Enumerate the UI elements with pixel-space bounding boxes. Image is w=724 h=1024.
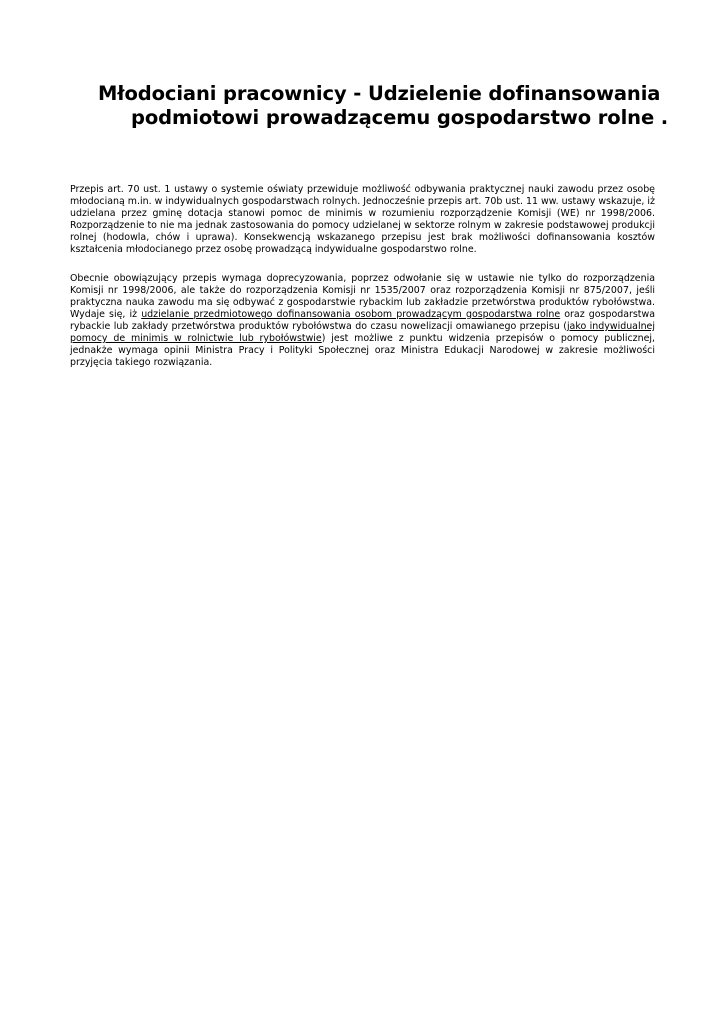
paragraph-2-text-c: ) jest możliwe z punktu widzenia przepisów o pomocy publicznej, jednakże wymaga opinii Ministra Pracy i Polityki Społecznej oraz Ministra Edukacji Narodowej w zakresie możliwości przyjęcia takiego rozwiązania. [70, 333, 655, 368]
paragraph-2 [70, 273, 655, 369]
paragraph-1: Przepis art. 70 ust. 1 ustawy o systemie oświaty przewiduje możliwość odbywania praktycznej nauki zawodu przez osobę młodocianą m.in. w indywidualnych gospodarstwach rolnych. Jednocześnie przepis art. 70b ust. 11 ww. ustawy wskazuje, iż udzielana przez gminę dotacja stanowi pomoc de minimis w rozumieniu rozporządzenie Komisji (WE) nr 1998/2006. Rozporządzenie to nie ma jednak zastosowania do pomocy udzielanej w sektorze rolnym w zakresie podstawowej produkcji rolnej (hodowla, chów i uprawa). Konsekwencją wskazanego przepisu jest brak możliwości dofinansowania kosztów kształcenia młodocianego przez osobę prowadzącą indywidualne gospodarstwo rolne. [70, 184, 655, 255]
title-line-2: podmiotowi prowadzącemu gospodarstwo rolne . [131, 106, 669, 129]
paragraph-2-underlined-phrase-2: jako indywidualnej pomocy de minimis w rolnictwie lub rybołówstwie [70, 321, 655, 344]
paragraph-2-underlined-phrase-1: udzielanie przedmiotowego dofinansowania osobom prowadzącym gospodarstwa rolne [141, 309, 561, 320]
document-title [98, 82, 678, 130]
paragraph-2-text-a: Obecnie obowiązujący przepis wymaga doprecyzowania, poprzez odwołanie się w ustawie nie tylko do rozporządzenia Komisji nr 1998/2006, ale także do rozporządzenia Komisji nr 1535/2007 oraz rozporządzenia Komisji nr 875/2007, jeśli praktyczna nauka zawodu ma się odbywać z gospodarstwie rybackim lub zakładzie przetwórstwa produktów rybołówstwa. Wydaje się, iż [70, 273, 655, 320]
title-line-1: Młodociani pracownicy - Udzielenie dofinansowania [98, 82, 661, 105]
paragraph-2-text-b: oraz gospodarstwa rybackie lub zakłady przetwórstwa produktów rybołówstwa do czasu nowelizacji omawianego przepisu ( [70, 309, 655, 332]
